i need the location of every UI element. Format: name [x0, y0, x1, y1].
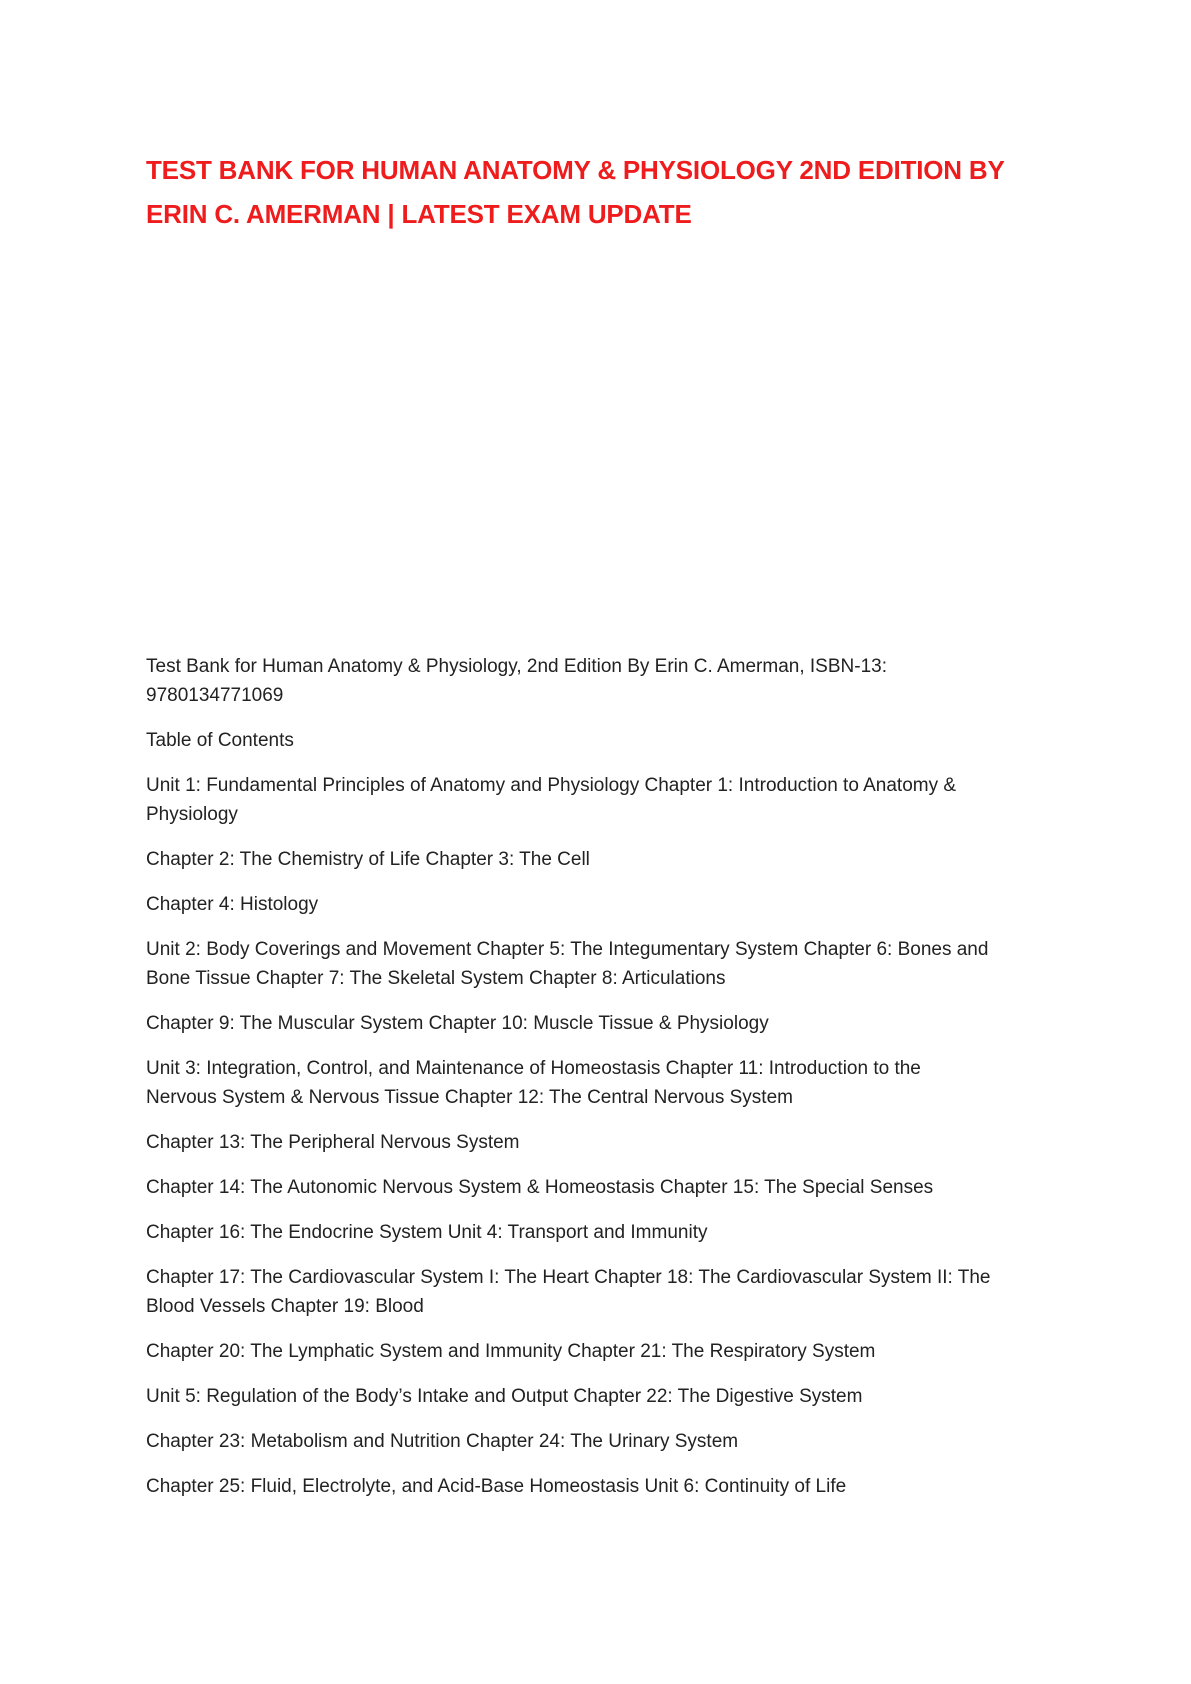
toc-entry: [146, 1337, 1066, 1366]
toc-entry: [146, 1218, 1066, 1247]
text-line: Chapter 17: The Cardiovascular System I: The Heart Chapter 18: The Cardiovascular System II: The: [146, 1267, 991, 1288]
text-line: Unit 1: Fundamental Principles of Anatomy and Physiology Chapter 1: Introduction to Anatomy &: [146, 775, 957, 796]
text-line: Bone Tissue Chapter 7: The Skeletal System Chapter 8: Articulations: [146, 968, 726, 989]
toc-entry: [146, 1263, 1066, 1321]
text-line: Test Bank for Human Anatomy & Physiology, 2nd Edition By Erin C. Amerman, ISBN-13:: [146, 656, 887, 677]
toc-entry: [146, 1382, 1066, 1411]
text-line: Unit 5: Regulation of the Body’s Intake and Output Chapter 22: The Digestive System: [146, 1386, 863, 1407]
toc-heading: [146, 726, 1066, 755]
text-line: Chapter 16: The Endocrine System Unit 4: Transport and Immunity: [146, 1222, 708, 1243]
title-line: ERIN C. AMERMAN | LATEST EXAM UPDATE: [146, 199, 692, 229]
text-line: 9780134771069: [146, 685, 284, 706]
text-line: Physiology: [146, 804, 238, 825]
toc-entry: [146, 845, 1066, 874]
text-line: Chapter 9: The Muscular System Chapter 10: Muscle Tissue & Physiology: [146, 1013, 769, 1034]
title-line: TEST BANK FOR HUMAN ANATOMY & PHYSIOLOGY 2ND EDITION BY: [146, 155, 1005, 185]
text-line: Chapter 20: The Lymphatic System and Immunity Chapter 21: The Respiratory System: [146, 1341, 876, 1362]
text-line: Chapter 14: The Autonomic Nervous System & Homeostasis Chapter 15: The Special Senses: [146, 1177, 934, 1198]
toc-entry: [146, 935, 1066, 993]
table-of-contents: [146, 652, 1066, 1517]
isbn-paragraph: [146, 652, 1066, 710]
text-line: Table of Contents: [146, 730, 294, 751]
toc-entry: [146, 1173, 1066, 1202]
text-line: Blood Vessels Chapter 19: Blood: [146, 1296, 424, 1317]
text-line: Chapter 23: Metabolism and Nutrition Chapter 24: The Urinary System: [146, 1431, 739, 1452]
toc-entry: [146, 1427, 1066, 1456]
text-line: Unit 3: Integration, Control, and Maintenance of Homeostasis Chapter 11: Introduction to the: [146, 1058, 921, 1079]
toc-entry: [146, 1054, 1066, 1112]
toc-entry: [146, 771, 1066, 829]
toc-entry: [146, 1128, 1066, 1157]
toc-entry: [146, 890, 1066, 919]
text-line: Chapter 4: Histology: [146, 894, 319, 915]
text-line: Nervous System & Nervous Tissue Chapter 12: The Central Nervous System: [146, 1087, 793, 1108]
text-line: Chapter 25: Fluid, Electrolyte, and Acid-Base Homeostasis Unit 6: Continuity of Life: [146, 1476, 847, 1497]
document-title: [146, 148, 1076, 236]
text-line: Chapter 2: The Chemistry of Life Chapter 3: The Cell: [146, 849, 590, 870]
text-line: Unit 2: Body Coverings and Movement Chapter 5: The Integumentary System Chapter 6: Bones and: [146, 939, 989, 960]
toc-entry: [146, 1009, 1066, 1038]
text-line: Chapter 13: The Peripheral Nervous System: [146, 1132, 520, 1153]
toc-entry: [146, 1472, 1066, 1501]
